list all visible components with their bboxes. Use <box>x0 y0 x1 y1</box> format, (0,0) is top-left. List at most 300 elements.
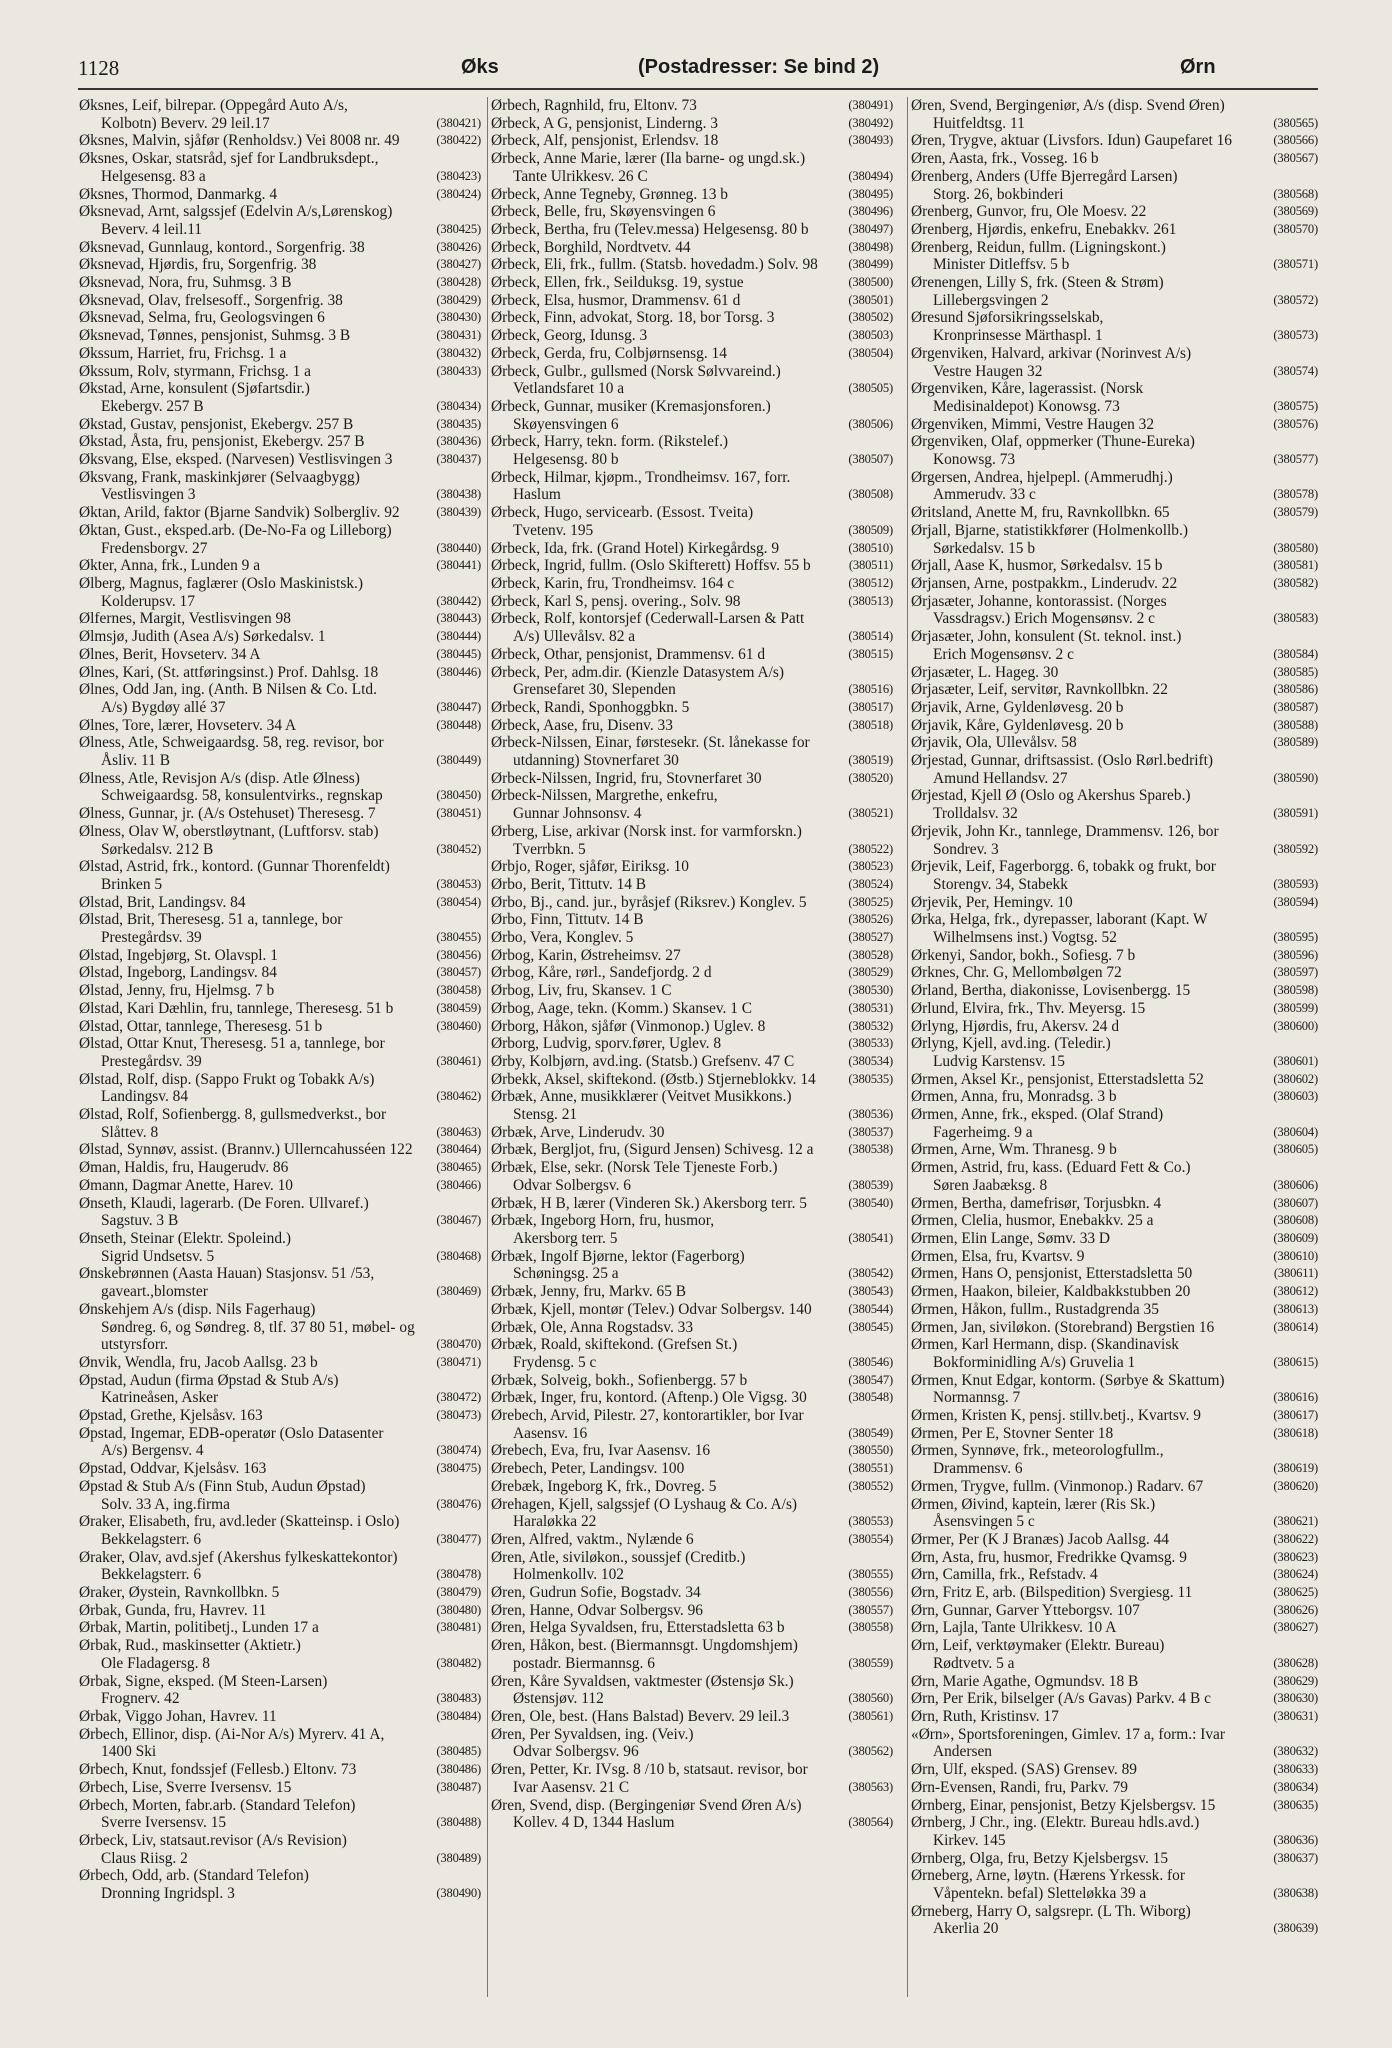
entry-phone: (380540) <box>848 1195 893 1210</box>
entry-continuation: Tverrbkn. 5 <box>513 840 586 858</box>
directory-entry <box>491 1726 893 1761</box>
directory-entry <box>491 929 893 947</box>
entry-text: Ørmen, Anne, frk., eksped. (Olaf Strand) <box>911 1106 1164 1124</box>
directory-entry <box>911 1283 1318 1301</box>
entry-phone: (380537) <box>848 1124 893 1139</box>
entry-phone: (380601) <box>1273 1053 1318 1068</box>
entry-text: Ørgenviken, Kåre, lagerassist. (Norsk <box>911 380 1144 398</box>
directory-entry <box>79 469 481 504</box>
directory-entry <box>491 1442 893 1460</box>
entry-continuation: Katrineåsen, Asker <box>101 1389 219 1407</box>
entry-continuation: Trolldalsv. 32 <box>933 805 1018 823</box>
directory-entry <box>79 911 481 946</box>
entry-phone: (380622) <box>1273 1531 1318 1546</box>
entry-phone: (380636) <box>1273 1832 1318 1847</box>
entry-continuation: 1400 Ski <box>101 1743 157 1761</box>
entry-phone: (380448) <box>436 717 481 732</box>
directory-entry <box>911 1619 1318 1637</box>
entry-phone: (380493) <box>848 133 893 148</box>
entry-phone: (380525) <box>848 894 893 909</box>
entry-continuation: Claus Riisg. 2 <box>101 1849 188 1867</box>
entry-text: Ørenberg, Gunvor, fru, Ole Moesv. 22 <box>911 203 1147 221</box>
entry-continuation: Vetlandsfaret 10 a <box>513 380 625 398</box>
entry-text: Ørbak, Viggo Johan, Havrev. 11 <box>79 1707 277 1725</box>
entry-phone: (380474) <box>436 1443 481 1458</box>
entry-text: Øren, Per Syvaldsen, ing. (Veiv.) <box>491 1725 694 1743</box>
entry-phone: (380483) <box>436 1691 481 1706</box>
entry-phone: (380527) <box>848 930 893 945</box>
directory-entry <box>911 1903 1318 1938</box>
entry-phone: (380521) <box>848 806 893 821</box>
directory-entry <box>911 787 1318 822</box>
entry-text: Ørbog, Aage, tekn. (Komm.) Skansev. 1 C <box>491 999 753 1017</box>
entry-text: Ørbeck-Nilssen, Ingrid, fru, Stovnerfaret 30 <box>491 769 762 787</box>
directory-entry <box>911 1212 1318 1230</box>
entry-phone: (380583) <box>1273 611 1318 626</box>
directory-entry <box>79 823 481 858</box>
entry-phone: (380429) <box>436 292 481 307</box>
entry-text: Ølstad, Jenny, fru, Hjelmsg. 7 b <box>79 982 275 1000</box>
entry-phone: (380464) <box>436 1142 481 1157</box>
entry-phone: (380530) <box>848 983 893 998</box>
entry-continuation: Normannsg. 7 <box>933 1389 1021 1407</box>
directory-entry <box>911 239 1318 274</box>
entry-phone: (380475) <box>436 1461 481 1476</box>
entry-text: Ørby, Kolbjørn, avd.ing. (Statsb.) Grefsenv. 47 C <box>491 1052 795 1070</box>
entry-text: Øraker, Elisabeth, fru, avd.leder (Skatteinsp. i Oslo) <box>79 1513 400 1531</box>
entry-phone: (380619) <box>1273 1461 1318 1476</box>
entry-continuation: A/s) Ullevålsv. 82 a <box>513 628 636 646</box>
directory-entry <box>491 1301 893 1319</box>
entry-phone: (380433) <box>436 363 481 378</box>
entry-continuation: Helgesensg. 83 a <box>101 167 206 185</box>
entry-text: Ølstad, Ingeborg, Landingsv. 84 <box>79 964 277 982</box>
entry-phone: (380520) <box>848 770 893 785</box>
entry-phone: (380580) <box>1273 540 1318 555</box>
entry-continuation: utdanning) Stovnerfaret 30 <box>513 752 679 770</box>
entry-phone: (380603) <box>1273 1089 1318 1104</box>
entry-text: Øpstad & Stub A/s (Finn Stub, Audun Øpstad) <box>79 1477 366 1495</box>
directory-entry <box>491 699 893 717</box>
entry-phone: (380559) <box>848 1655 893 1670</box>
directory-entry <box>911 1566 1318 1584</box>
directory-entry <box>491 1088 893 1123</box>
entry-phone: (380576) <box>1273 416 1318 431</box>
entry-continuation: Prestegårdsv. 39 <box>101 929 202 947</box>
entry-phone: (380427) <box>436 257 481 272</box>
entry-continuation: Amund Hellandsv. 27 <box>933 769 1068 787</box>
entry-text: Ørbeck, Georg, Idunsg. 3 <box>491 327 648 345</box>
entry-phone: (380553) <box>848 1514 893 1529</box>
entry-phone: (380593) <box>1273 876 1318 891</box>
entry-phone: (380451) <box>436 806 481 821</box>
directory-entry <box>911 1195 1318 1213</box>
directory-entry <box>491 1761 893 1796</box>
entry-text: Ørbæk, Anne, musikklærer (Veitvet Musikkons.) <box>491 1088 792 1106</box>
entry-text: Ørn, Ruth, Kristinsv. 17 <box>911 1707 1059 1725</box>
directory-entry <box>911 1088 1318 1106</box>
directory-entry <box>911 1407 1318 1425</box>
directory-entry <box>491 274 893 292</box>
entry-text: Ørbæk, Solveig, bokh., Sofienbergg. 57 b <box>491 1371 748 1389</box>
directory-entry <box>491 398 893 433</box>
entry-continuation: Frydensg. 5 c <box>513 1353 597 1371</box>
directory-entry <box>491 1248 893 1283</box>
entry-text: Øren, Atle, siviløkon., soussjef (Creditb.) <box>491 1548 746 1566</box>
entry-phone: (380526) <box>848 912 893 927</box>
entry-phone: (380456) <box>436 947 481 962</box>
directory-entry <box>491 823 893 858</box>
entry-text: Ømann, Dagmar Anette, Harev. 10 <box>79 1176 293 1194</box>
entry-continuation: Skøyensvingen 6 <box>513 415 619 433</box>
entry-phone: (380470) <box>436 1337 481 1352</box>
entry-text: Øren, Kåre Syvaldsen, vaktmester (Østensjø Sk.) <box>491 1672 794 1690</box>
entry-phone: (380446) <box>436 664 481 679</box>
directory-entry <box>79 1141 481 1159</box>
entry-text: Ørbeck, Aase, fru, Disenv. 33 <box>491 716 673 734</box>
directory-entry <box>79 1195 481 1230</box>
entry-phone: (380557) <box>848 1602 893 1617</box>
entry-continuation: Vestlisvingen 3 <box>101 486 196 504</box>
entry-text: Øren, Håkon, best. (Biermannsgt. Ungdomshjem) <box>491 1637 798 1655</box>
entry-text: Ørmen, Clelia, husmor, Enebakkv. 25 a <box>911 1212 1154 1230</box>
entry-phone: (380625) <box>1273 1585 1318 1600</box>
directory-entry <box>79 858 481 893</box>
directory-entry <box>491 610 893 645</box>
entry-text: Ørbæk, Ingeborg Horn, fru, husmor, <box>491 1212 715 1230</box>
entry-text: Ønskehjem A/s (disp. Nils Fagerhaug) <box>79 1300 316 1318</box>
entry-phone: (380500) <box>848 275 893 290</box>
entry-phone: (380508) <box>848 487 893 502</box>
entry-phone: (380447) <box>436 699 481 714</box>
entry-text: Ørjevik, Per, Hemingv. 10 <box>911 893 1073 911</box>
entry-phone: (380461) <box>436 1053 481 1068</box>
entry-phone: (380432) <box>436 345 481 360</box>
entry-text: Ørkenyi, Sandor, bokh., Sofiesg. 7 b <box>911 946 1136 964</box>
column-2 <box>487 97 893 1997</box>
directory-entry <box>911 1372 1318 1407</box>
entry-text: Ørmer, Per (K J Branæs) Jacob Aallsg. 44 <box>911 1530 1169 1548</box>
entry-continuation: Sigrid Undsetsv. 5 <box>101 1247 215 1265</box>
entry-continuation: Østensjøv. 112 <box>513 1690 604 1708</box>
entry-phone: (380491) <box>848 98 893 112</box>
entry-phone: (380598) <box>1273 983 1318 998</box>
entry-text: Ørbeck, Rolf, kontorsjef (Cederwall-Larsen & Patt <box>491 610 805 628</box>
directory-entry <box>491 557 893 575</box>
entry-phone: (380616) <box>1273 1390 1318 1405</box>
entry-text: Ølness, Olav W, oberstløytnant, (Luftforsv. stab) <box>79 822 379 840</box>
entry-text: Ørmen, Bertha, damefrisør, Torjusbkn. 4 <box>911 1194 1162 1212</box>
entry-phone: (380589) <box>1273 735 1318 750</box>
entry-text: Ørjavik, Arne, Gyldenløvesg. 20 b <box>911 698 1124 716</box>
entry-phone: (380450) <box>436 788 481 803</box>
entry-continuation: Haslum <box>513 486 561 504</box>
directory-entry <box>911 1018 1318 1036</box>
entry-phone: (380605) <box>1273 1142 1318 1157</box>
entry-phone: (380422) <box>436 133 481 148</box>
entry-text: Ørbeck, Anne Marie, lærer (Ila barne- og ungd.sk.) <box>491 150 806 168</box>
entry-text: Ørmen, Aksel Kr., pensjonist, Etterstadsletta 52 <box>911 1070 1204 1088</box>
directory-entry <box>79 1549 481 1584</box>
entry-phone: (380513) <box>848 593 893 608</box>
entry-phone: (380484) <box>436 1708 481 1723</box>
entry-phone: (380511) <box>848 558 893 573</box>
column-1 <box>79 97 481 1997</box>
entry-phone: (380499) <box>848 257 893 272</box>
entry-text: Ørbeck, Eli, frk., fullm. (Statsb. hovedadm.) Solv. 98 <box>491 256 818 274</box>
entry-text: Ørbjo, Roger, sjåfør, Eiriksg. 10 <box>491 858 689 876</box>
entry-text: Ørbæk, Roald, skiftekond. (Grefsen St.) <box>491 1336 738 1354</box>
entry-text: Ørgenviken, Mimmi, Vestre Haugen 32 <box>911 415 1155 433</box>
entry-phone: (380569) <box>1273 204 1318 219</box>
directory-entry <box>911 1248 1318 1266</box>
entry-text: «Ørn», Sportsforeningen, Gimlev. 17 a, form.: Ivar <box>911 1725 1226 1743</box>
directory-entry <box>491 1478 893 1496</box>
directory-entry <box>911 1106 1318 1141</box>
entry-phone: (380620) <box>1273 1478 1318 1493</box>
entry-text: Ørbæk, Inger, fru, kontord. (Aftenp.) Ole Vigsg. 30 <box>491 1389 807 1407</box>
entry-phone: (380630) <box>1273 1691 1318 1706</box>
entry-phone: (380485) <box>436 1744 481 1759</box>
entry-text: Ørmen, Per E, Stovner Senter 18 <box>911 1424 1114 1442</box>
directory-entry <box>79 947 481 965</box>
directory-entry <box>491 1407 893 1442</box>
directory-entry <box>491 1389 893 1407</box>
entry-phone: (380555) <box>848 1567 893 1582</box>
entry-phone: (380457) <box>436 965 481 980</box>
entry-continuation: Haraløkka 22 <box>513 1513 597 1531</box>
entry-text: Ørenberg, Reidun, fullm. (Ligningskont.) <box>911 238 1166 256</box>
directory-entry <box>79 717 481 735</box>
entry-phone: (380574) <box>1273 363 1318 378</box>
entry-phone: (380626) <box>1273 1602 1318 1617</box>
entry-text: Ørjasæter, Johanne, kontorassist. (Norges <box>911 592 1167 610</box>
directory-entry <box>79 345 481 363</box>
entry-phone: (380628) <box>1273 1655 1318 1670</box>
entry-phone: (380506) <box>848 416 893 431</box>
entry-phone: (380453) <box>436 876 481 891</box>
entry-phone: (380538) <box>848 1142 893 1157</box>
entry-text: Ørn, Leif, verktøymaker (Elektr. Bureau) <box>911 1637 1165 1655</box>
entry-phone: (380460) <box>436 1018 481 1033</box>
entry-phone: (380565) <box>1273 115 1318 130</box>
entry-phone: (380444) <box>436 629 481 644</box>
entry-phone: (380566) <box>1273 133 1318 148</box>
entry-phone: (380551) <box>848 1461 893 1476</box>
entry-continuation: Ludvig Karstensv. 15 <box>933 1052 1065 1070</box>
directory-entry <box>491 1584 893 1602</box>
directory-entry <box>911 1301 1318 1319</box>
entry-phone: (380541) <box>848 1231 893 1245</box>
entry-phone: (380584) <box>1273 646 1318 661</box>
entry-text: Ørjestad, Kjell Ø (Oslo og Akershus Spareb.) <box>911 787 1191 805</box>
directory-entry <box>491 292 893 310</box>
entry-phone: (380490) <box>436 1886 481 1901</box>
entry-text: Økssum, Rolv, styrmann, Frichsg. 1 a <box>79 362 311 380</box>
entry-text: Økstad, Arne, konsulent (Sjøfartsdir.) <box>79 380 310 398</box>
directory-entry <box>911 309 1318 344</box>
directory-entry <box>79 1832 481 1867</box>
entry-phone: (380459) <box>436 1000 481 1015</box>
entry-phone: (380606) <box>1273 1177 1318 1192</box>
entry-text: Ørmen, Karl Hermann, disp. (Skandinavisk <box>911 1336 1179 1354</box>
entry-phone: (380587) <box>1273 699 1318 714</box>
directory-entry <box>79 416 481 434</box>
entry-text: Øksnes, Oskar, statsråd, sjef for Landbruksdept., <box>79 150 379 168</box>
entry-phone: (380465) <box>436 1160 481 1175</box>
entry-continuation: Schøningsg. 25 a <box>513 1265 619 1283</box>
entry-text: Øren, Hanne, Odvar Solbergsv. 96 <box>491 1601 704 1619</box>
entry-text: Ølstad, Ottar Knut, Theresesg. 51 a, tannlege, bor <box>79 1035 385 1053</box>
directory-entry <box>79 628 481 646</box>
directory-entry <box>79 380 481 415</box>
entry-text: Ørehagen, Kjell, salgssjef (O Lyshaug & Co. A/s) <box>491 1495 798 1513</box>
entry-phone: (380585) <box>1273 664 1318 679</box>
entry-phone: (380571) <box>1273 257 1318 272</box>
entry-text: Øksvang, Frank, maskinkjører (Selvaagbygg) <box>79 468 360 486</box>
entry-text: Ørknes, Chr. G, Mellombølgen 72 <box>911 964 1122 982</box>
entry-phone: (380631) <box>1273 1708 1318 1723</box>
entry-phone: (380624) <box>1273 1567 1318 1582</box>
directory-entry <box>491 1549 893 1584</box>
entry-phone: (380539) <box>848 1177 893 1192</box>
entry-text: Ørn, Fritz E, arb. (Bilspedition) Svergiesg. 11 <box>911 1584 1193 1602</box>
entry-text: Ørbog, Kåre, rørl., Sandefjordg. 2 d <box>491 964 712 982</box>
directory-entry <box>79 327 481 345</box>
directory-entry <box>911 1141 1318 1159</box>
entry-text: Ørbak, Gunda, fru, Havrev. 11 <box>79 1601 267 1619</box>
entry-phone: (380502) <box>848 310 893 325</box>
entry-phone: (380632) <box>1273 1744 1318 1759</box>
entry-text: Økstad, Åsta, fru, pensjonist, Ekebergv. 257 B <box>79 433 365 451</box>
entry-text: Ørbeck, Gerda, fru, Colbjørnsensg. 14 <box>491 344 727 362</box>
directory-entry <box>79 1177 481 1195</box>
entry-phone: (380639) <box>1273 1921 1318 1936</box>
entry-phone: (380486) <box>436 1762 481 1777</box>
entry-text: Øman, Haldis, fru, Haugerudv. 86 <box>79 1159 289 1177</box>
entry-text: Ørmen, Anna, fru, Monradsg. 3 b <box>911 1088 1117 1106</box>
entry-phone: (380504) <box>848 345 893 360</box>
entry-text: Ørbeck, Hilmar, kjøpm., Trondheimsv. 167, forr. <box>491 468 791 486</box>
entry-text: Ørborg, Håkon, sjåfør (Vinmonop.) Uglev. 8 <box>491 1017 766 1035</box>
entry-text: Ørbech, Lise, Sverre Iversensv. 15 <box>79 1778 292 1796</box>
entry-text: Ørjevik, John Kr., tannlege, Drammensv. 126, bor <box>911 822 1219 840</box>
directory-entry <box>491 717 893 735</box>
directory-entry <box>911 1761 1318 1779</box>
entry-continuation: Bekkelagsterr. 6 <box>101 1530 202 1548</box>
directory-entry <box>79 1673 481 1708</box>
entry-phone: (380567) <box>1273 151 1318 166</box>
entry-text: Ørnberg, J Chr., ing. (Elektr. Bureau hdls.avd.) <box>911 1814 1200 1832</box>
entry-phone: (380468) <box>436 1248 481 1263</box>
entry-text: Ørbo, Finn, Tittutv. 14 B <box>491 911 644 929</box>
entry-text: Ørbeck-Nilssen, Einar, førstesekr. (St. lånekasse for <box>491 734 810 752</box>
entry-continuation: Åsliv. 11 B <box>101 752 170 770</box>
directory-entry <box>491 433 893 468</box>
entry-phone: (380488) <box>436 1815 481 1830</box>
entry-phone: (380497) <box>848 221 893 236</box>
directory-entry <box>79 1354 481 1372</box>
entry-text: Ørmen, Haakon, bileier, Kaldbakkstubben 20 <box>911 1283 1191 1301</box>
entry-text: Ørbak, Martin, politibetj., Lunden 17 a <box>79 1619 319 1637</box>
directory-entry <box>911 1478 1318 1496</box>
directory-entry <box>911 699 1318 717</box>
entry-continuation: Kronprinsesse Märthaspl. 1 <box>933 327 1103 345</box>
entry-phone: (380549) <box>848 1425 893 1440</box>
entry-phone: (380638) <box>1273 1886 1318 1901</box>
entry-text: Ørbeck, Harry, tekn. form. (Rikstelef.) <box>491 433 729 451</box>
directory-entry <box>911 858 1318 893</box>
entry-phone: (380480) <box>436 1602 481 1617</box>
entry-continuation: Sverre Iversensv. 15 <box>101 1814 227 1832</box>
directory-entry <box>491 964 893 982</box>
entry-text: Ørbech, Ellinor, disp. (Ai-Nor A/s) Myrerv. 41 A, <box>79 1725 385 1743</box>
entry-text: Øraker, Olav, avd.sjef (Akershus fylkeskattekontor) <box>79 1548 398 1566</box>
directory-entry <box>79 522 481 557</box>
entry-phone: (380512) <box>848 575 893 590</box>
entry-text: Ørbak, Rud., maskinsetter (Aktietr.) <box>79 1637 301 1655</box>
entry-text: Ølnes, Odd Jan, ing. (Anth. B Nilsen & Co. Ltd. <box>79 681 377 699</box>
entry-text: Ølstad, Kari Dæhlin, fru, tannlege, Theresesg. 51 b <box>79 999 394 1017</box>
entry-phone: (380623) <box>1273 1549 1318 1564</box>
entry-phone: (380610) <box>1273 1248 1318 1263</box>
directory-entry <box>911 150 1318 168</box>
entry-phone: (380479) <box>436 1585 481 1600</box>
directory-entry <box>911 380 1318 415</box>
entry-text: Ørjavik, Kåre, Gyldenløvesg. 20 b <box>911 716 1124 734</box>
entry-phone: (380505) <box>848 381 893 396</box>
directory-entry <box>79 256 481 274</box>
entry-phone: (380570) <box>1273 221 1318 236</box>
directory-entry <box>911 1602 1318 1620</box>
entry-text: Øksnevad, Arnt, salgssjef (Edelvin A/s,Lørenskog) <box>79 203 393 221</box>
entry-text: Ørbeck, Finn, advokat, Storg. 18, bor Torsg. 3 <box>491 309 775 327</box>
entry-continuation: Andersen <box>933 1743 992 1761</box>
directory-entry <box>491 1159 893 1194</box>
entry-continuation: Kollev. 4 D, 1344 Haslum <box>513 1814 675 1832</box>
entry-continuation: Holmenkollv. 102 <box>513 1566 625 1584</box>
entry-text: Øksnevad, Selma, fru, Geologsvingen 6 <box>79 309 325 327</box>
directory-entry <box>491 575 893 593</box>
entry-phone: (380431) <box>436 328 481 343</box>
entry-phone: (380495) <box>848 186 893 201</box>
entry-text: Ørbekk, Aksel, skiftekond. (Østb.) Stjerneblokkv. 14 <box>491 1070 816 1088</box>
directory-entry <box>491 894 893 912</box>
entry-text: Ørbeck, Alf, pensjonist, Erlendsv. 18 <box>491 132 719 150</box>
entry-continuation: Søndreg. 6, og Søndreg. 8, tlf. 37 80 51, møbel- og utstyrsforr. <box>101 1318 415 1354</box>
entry-text: Øren, Alfred, vaktm., Nylænde 6 <box>491 1530 694 1548</box>
directory-entry <box>79 1000 481 1018</box>
directory-entry <box>79 1726 481 1761</box>
entry-text: Ørmen, Trygve, fullm. (Vinmonop.) Radarv. 67 <box>911 1477 1204 1495</box>
entry-text: Ølstad, Rolf, disp. (Sappo Frukt og Tobakk A/s) <box>79 1070 375 1088</box>
entry-text: Ørjavik, Ola, Ullevålsv. 58 <box>911 734 1077 752</box>
entry-text: Ølstad, Astrid, frk., kontord. (Gunnar Thorenfeldt) <box>79 858 390 876</box>
directory-entry <box>911 274 1318 309</box>
directory-entry <box>491 1195 893 1213</box>
directory-entry <box>491 221 893 239</box>
entry-phone: (380438) <box>436 487 481 502</box>
entry-phone: (380607) <box>1273 1195 1318 1210</box>
directory-entry <box>491 787 893 822</box>
entry-text: Øpstad, Oddvar, Kjelsåsv. 163 <box>79 1460 267 1478</box>
entry-text: Ørbæk, Jenny, fru, Markv. 65 B <box>491 1283 687 1301</box>
entry-text: Ønskebrønnen (Aasta Hauan) Stasjonsv. 51 /53, <box>79 1265 375 1283</box>
directory-entry <box>79 575 481 610</box>
entry-text: Ørbæk, Else, sekr. (Norsk Tele Tjeneste Forb.) <box>491 1159 778 1177</box>
directory-entry <box>911 982 1318 1000</box>
entry-text: Ørebech, Arvid, Pilestr. 27, kontorartikler, bor Ivar <box>491 1407 804 1425</box>
